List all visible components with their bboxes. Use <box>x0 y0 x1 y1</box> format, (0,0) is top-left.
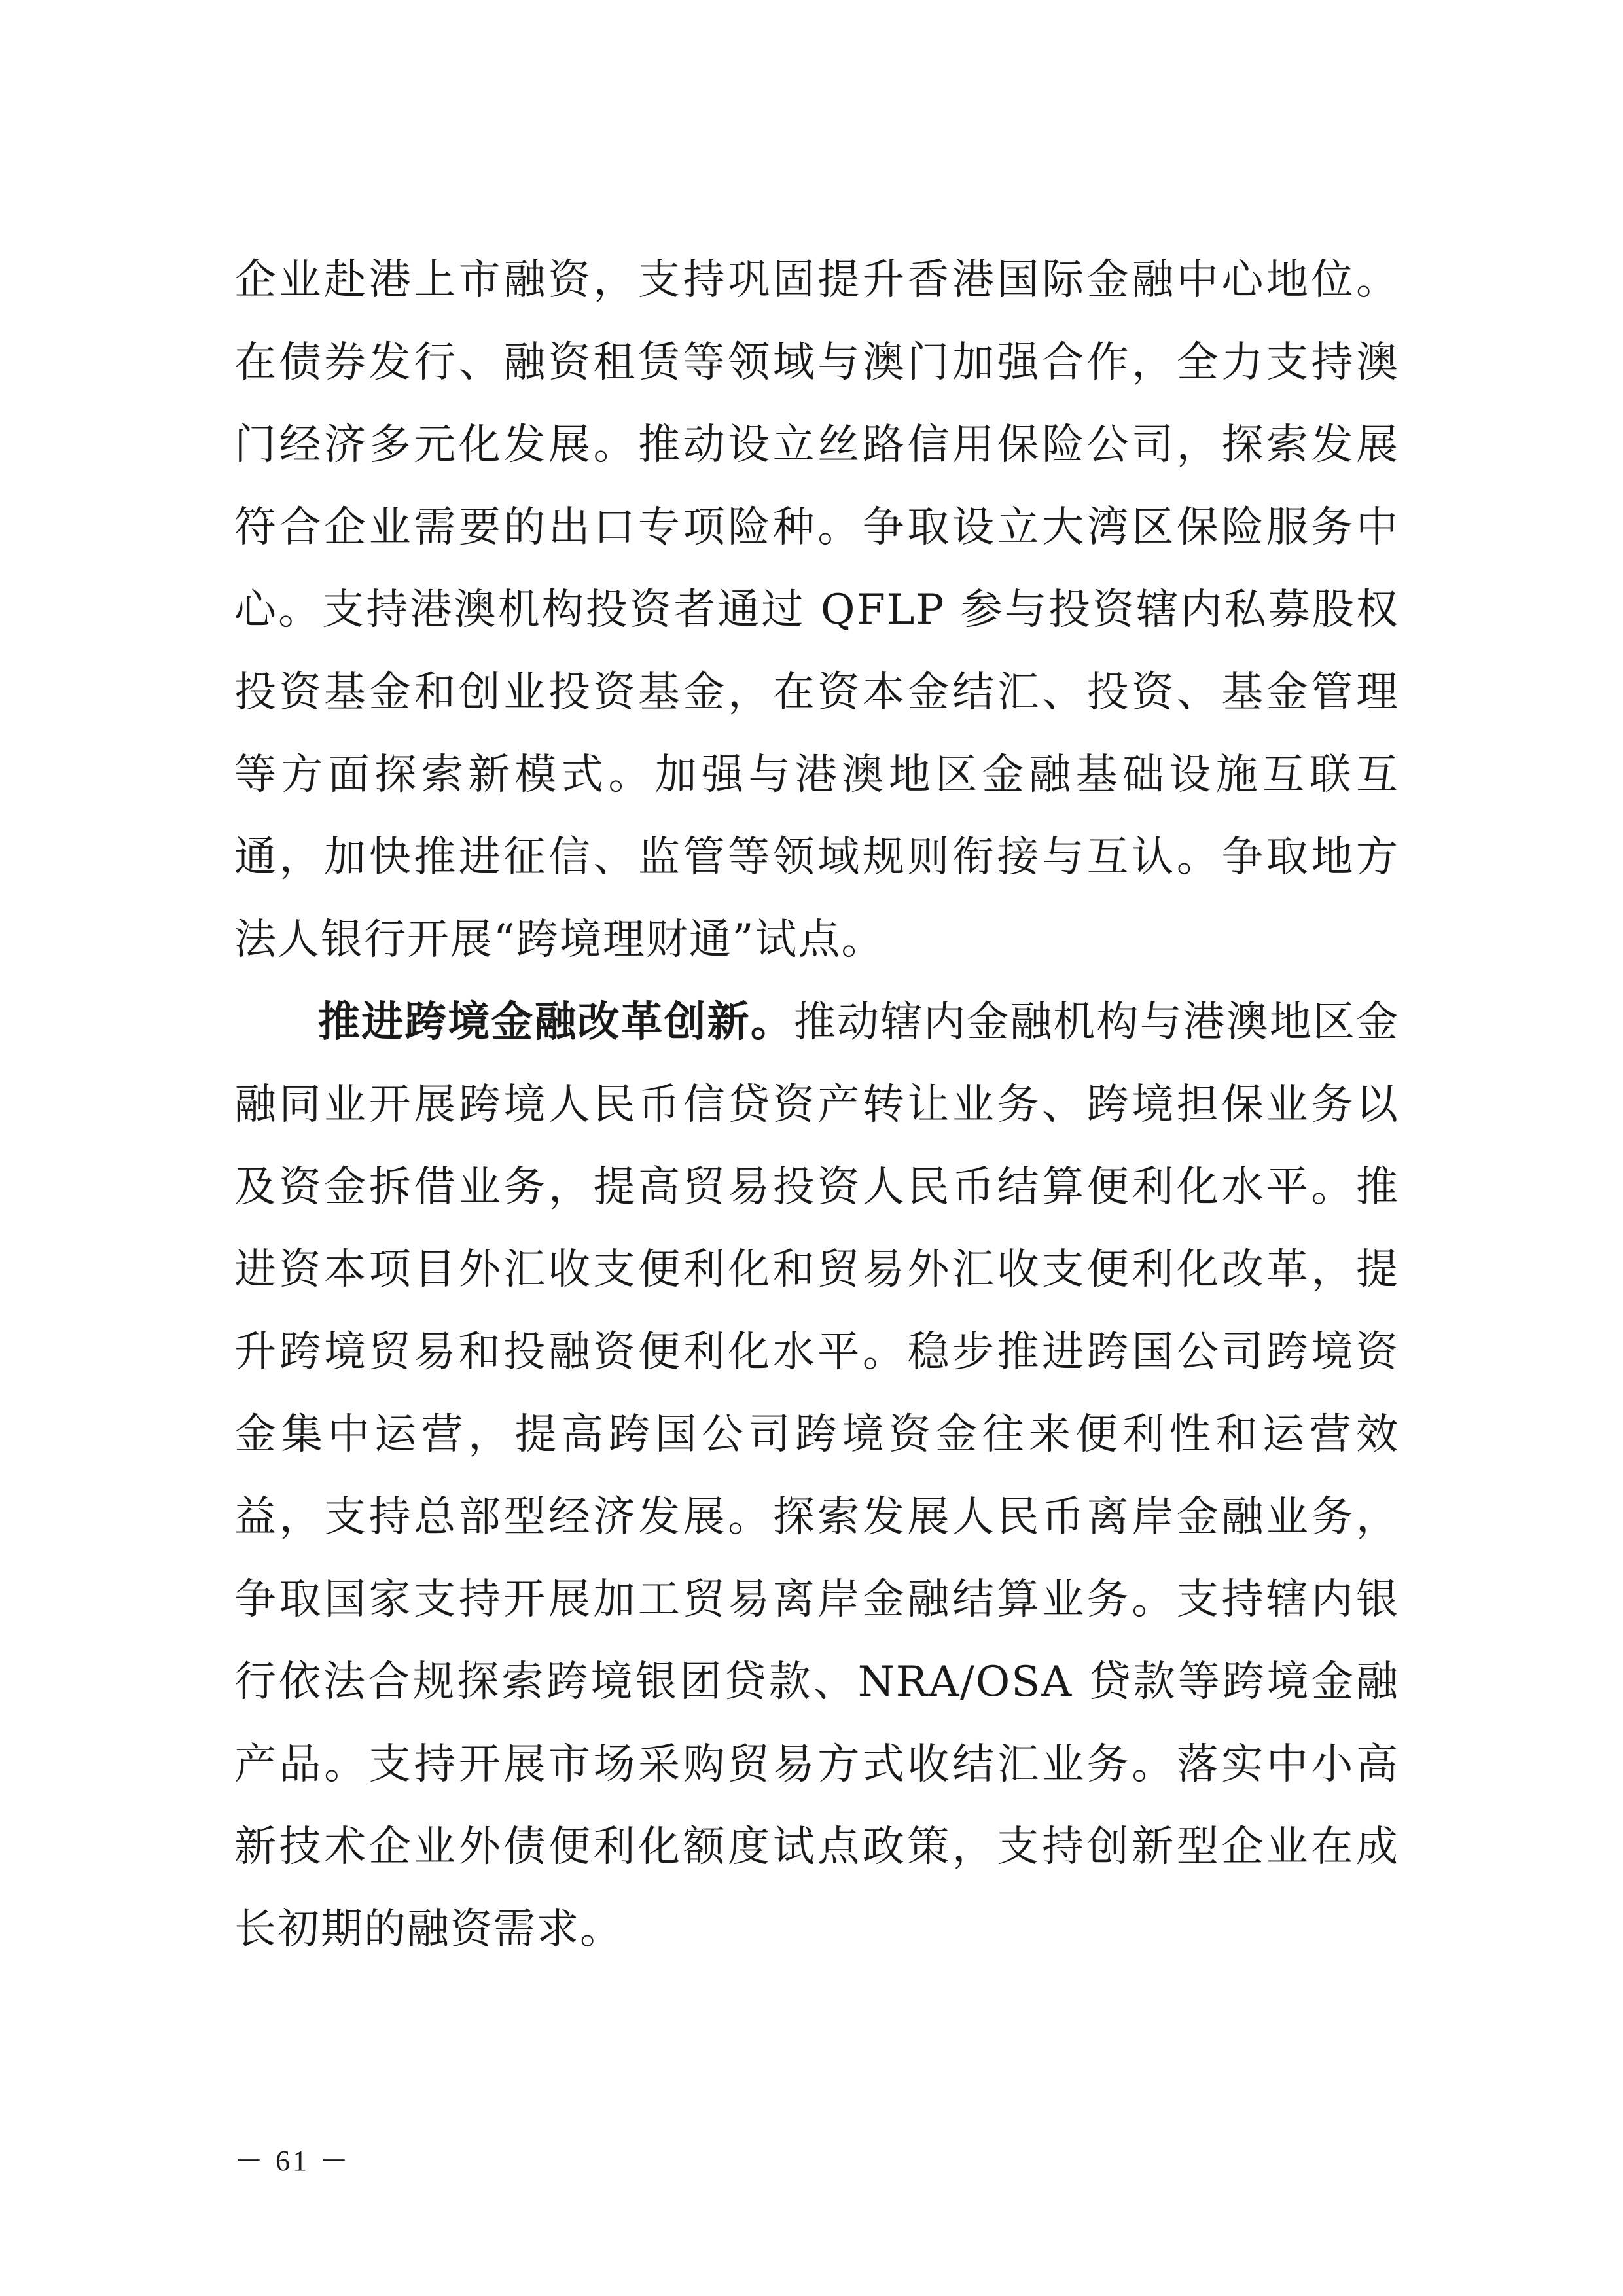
paragraph-cross-border-finance <box>234 981 1399 1971</box>
paragraph-continuation: 企业赴港上市融资，支持巩固提升香港国际金融中心地位。在债券发行、融资租赁等领域与澳门加强合作，全力支持澳门经济多元化发展。推动设立丝路信用保险公司，探索发展符合企业需要的出口专项险种。争取设立大湾区保险服务中心。支持港澳机构投资者通过 QFLP 参与投资辖内私募股权投资基金和创业投资基金，在资本金结汇、投资、基金管理等方面探索新模式。加强与港澳地区金融基础设施互联互通，加快推进征信、监管等领域规则衔接与互认。争取地方法人银行开展“跨境理财通”试点。 <box>234 256 1399 964</box>
body-text <box>234 239 1399 1971</box>
paragraph-body: 推动辖内金融机构与港澳地区金融同业开展跨境人民币信贷资产转让业务、跨境担保业务以及资金拆借业务，提高贸易投资人民币结算便利化水平。推进资本项目外汇收支便利化和贸易外汇收支便利化改革，提升跨境贸易和投融资便利化水平。稳步推进跨国公司跨境资金集中运营，提高跨国公司跨境资金往来便利性和运营效益，支持总部型经济发展。探索发展人民币离岸金融业务，争取国家支持开展加工贸易离岸金融结算业务。支持辖内银行依法合规探索跨境银团贷款、NRA/OSA 贷款等跨境金融产品。支持开展市场采购贸易方式收结汇业务。落实中小高新技术企业外债便利化额度试点政策，支持创新型企业在成长初期的融资需求。 <box>234 998 1400 1954</box>
paragraph-heading: 推进跨境金融改革创新。 <box>318 998 794 1047</box>
page-number: － 61 － <box>234 2145 351 2177</box>
